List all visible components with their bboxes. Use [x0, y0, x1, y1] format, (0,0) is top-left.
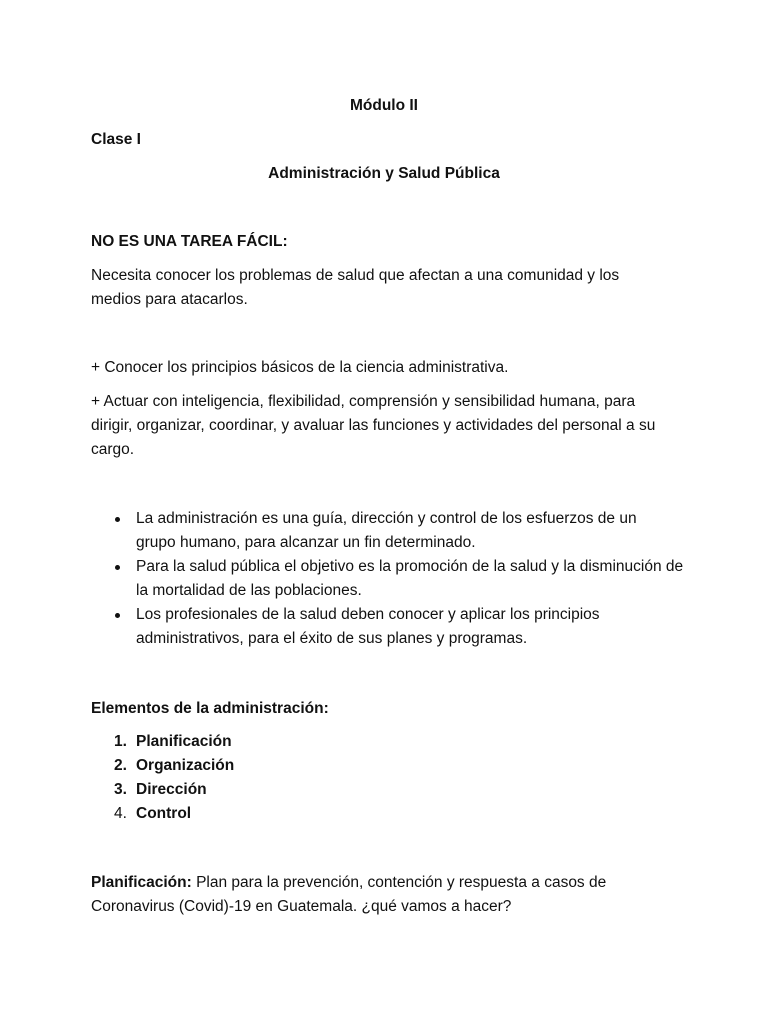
- bullet-icon: [115, 565, 120, 570]
- elements-heading: Elementos de la administración:: [91, 700, 329, 717]
- bullet-text: Para la salud pública el objetivo es la promoción de la salud y la disminución de la mortalidad de las poblaciones.: [136, 558, 684, 599]
- elements-list: [91, 730, 234, 826]
- list-item: [91, 730, 234, 754]
- bullet-item: [91, 507, 661, 555]
- planning-paragraph: [91, 871, 651, 919]
- bullet-icon: [115, 613, 120, 618]
- list-label: Organización: [136, 757, 235, 774]
- intro-paragraph: Necesita conocer los problemas de salud que afectan a una comunidad y los medios para atacarlos.: [91, 267, 620, 308]
- list-item: [91, 778, 234, 802]
- list-number: 2.: [114, 757, 127, 774]
- list-number: 1.: [114, 733, 127, 750]
- list-number: 4.: [114, 805, 127, 822]
- section-heading: NO ES UNA TAREA FÁCIL:: [91, 233, 288, 250]
- plus-item-1: + Conocer los principios básicos de la ciencia administrativa.: [91, 359, 509, 376]
- planning-label: Planificación:: [91, 874, 192, 891]
- list-item: [91, 802, 234, 826]
- plus-item-2: + Actuar con inteligencia, flexibilidad, comprensión y sensibilidad humana, para dirigir, organizar, coordinar, y avaluar las funciones y actividades del personal a su cargo.: [91, 393, 656, 458]
- list-number: 3.: [114, 781, 127, 798]
- bullet-item: [91, 555, 691, 603]
- bullet-icon: [115, 517, 120, 522]
- list-item: [91, 754, 234, 778]
- bullet-text: La administración es una guía, dirección y control de los esfuerzos de un grupo humano, para alcanzar un fin determinado.: [136, 510, 637, 551]
- module-title: Módulo II: [349, 97, 418, 114]
- subject-title: Administración y Salud Pública: [268, 165, 500, 182]
- list-label: Control: [136, 805, 192, 822]
- list-label: Dirección: [136, 781, 207, 798]
- planning-text: Plan para la prevención, contención y respuesta a casos de Coronavirus (Covid)-19 en Guatemala. ¿qué vamos a hacer?: [91, 874, 607, 915]
- bullet-text: Los profesionales de la salud deben conocer y aplicar los principios administrativos, para el éxito de sus planes y programas.: [136, 606, 600, 647]
- bullet-list: [91, 507, 691, 651]
- list-label: Planificación: [136, 733, 232, 750]
- class-label: Clase I: [91, 131, 141, 148]
- bullet-item: [91, 603, 636, 651]
